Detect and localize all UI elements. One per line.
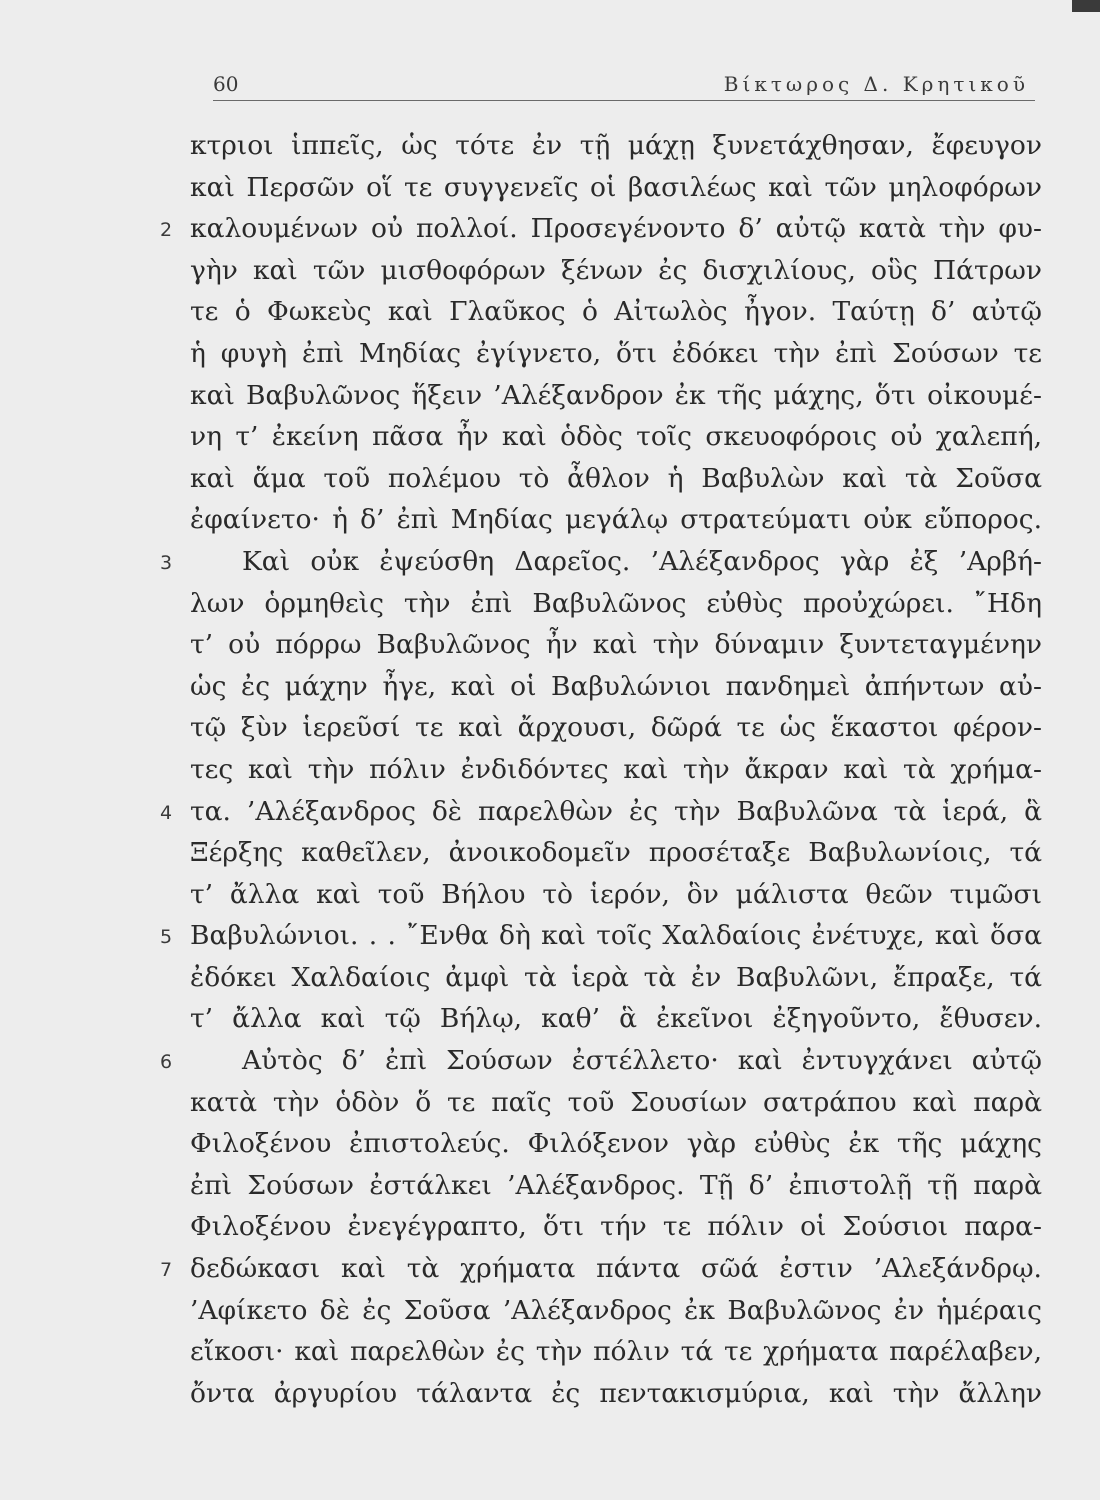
text-line [160,707,1040,749]
text-line [160,624,1040,666]
text-line [160,957,1040,999]
line-text: ἐφαίνετο· ἡ δ’ ἐπὶ Μηδίας μεγάλῳ στρατεύματι οὐκ εὔπορος. [190,504,1042,536]
line-text: Καὶ οὐκ ἐψεύσθη Δαρεῖος. ’Αλέξανδρος γὰρ ἐξ ’Αρβή- [242,545,1042,577]
text-line [160,666,1040,708]
text-line [160,416,1040,458]
line-text: καλουμένων οὐ πολλοί. Προσεγένοντο δ’ αὐτῷ κατὰ τὴν φυ- [190,213,1042,245]
section-number: 2 [160,219,173,242]
line-text: δεδώκασι καὶ τὰ χρήματα πάντα σῶά ἐστιν ’Αλεξάνδρῳ. [190,1253,1042,1285]
text-line [160,1248,1040,1290]
line-text: τε ὁ Φωκεὺς καὶ Γλαῦκος ὁ Αἰτωλὸς ἦγον. Ταύτῃ δ’ αὐτῷ [190,296,1042,328]
page-number: 60 [213,72,239,96]
line-text: τ’ ἄλλα καὶ τοῦ Βήλου τὸ ἱερόν, ὃν μάλιστα θεῶν τιμῶσι [190,878,1042,910]
text-line [160,125,1040,167]
text-line [160,499,1040,541]
line-text: λων ὁρμηθεὶς τὴν ἐπὶ Βαβυλῶνος εὐθὺς προὐχώρει. ῎Ηδη [190,587,1042,619]
line-text: καὶ Περσῶν οἵ τε συγγενεῖς οἱ βασιλέως καὶ τῶν μηλοφόρων [190,171,1042,203]
line-text: κατὰ τὴν ὁδὸν ὅ τε παῖς τοῦ Σουσίων σατράπου καὶ παρὰ [190,1086,1042,1118]
line-text: ὄντα ἀργυρίου τάλαντα ἐς πεντακισμύρια, καὶ τὴν ἄλλην [190,1377,1042,1409]
line-text: εἴκοσι· καὶ παρελθὼν ἐς τὴν πόλιν τά τε χρήματα παρέλαβεν, [190,1336,1042,1368]
line-text: ’Αφίκετο δὲ ἐς Σοῦσα ’Αλέξανδρος ἐκ Βαβυλῶνος ἐν ἡμέραις [190,1294,1042,1326]
text-line [160,167,1040,209]
line-text: ἐπὶ Σούσων ἐστάλκει ’Αλέξανδρος. Τῇ δ’ ἐπιστολῇ τῇ παρὰ [190,1169,1042,1201]
line-text: τα. ’Αλέξανδρος δὲ παρελθὼν ἐς τὴν Βαβυλῶνα τὰ ἱερά, ἃ [190,795,1042,827]
running-head [213,66,1035,101]
text-line [160,1082,1040,1124]
line-text: Φιλοξένου ἐνεγέγραπτο, ὅτι τήν τε πόλιν οἱ Σούσιοι παρα- [190,1211,1042,1243]
line-text: νη τ’ ἐκείνη πᾶσα ἦν καὶ ὁδὸς τοῖς σκευοφόροις οὐ χαλεπή, [190,421,1042,453]
line-text: Αὐτὸς δ’ ἐπὶ Σούσων ἐστέλλετο· καὶ ἐντυγχάνει αὐτῷ [242,1045,1042,1077]
section-number: 4 [160,801,173,824]
text-line [160,832,1040,874]
line-text: Ξέρξης καθεῖλεν, ἀνοικοδομεῖν προσέταξε Βαβυλωνίοις, τά [190,837,1042,869]
line-text: ἡ φυγὴ ἐπὶ Μηδίας ἐγίγνετο, ὅτι ἐδόκει τὴν ἐπὶ Σούσων τε [190,337,1042,369]
line-text: κτριοι ἱππεῖς, ὡς τότε ἐν τῇ μάχῃ ξυνετάχθησαν, ἔφευγον [190,130,1042,161]
section-number: 3 [160,551,173,574]
body-text [160,125,1040,1414]
text-line [160,333,1040,375]
text-line [160,458,1040,500]
line-text: ἐδόκει Χαλδαίοις ἀμφὶ τὰ ἱερὰ τὰ ἐν Βαβυλῶνι, ἔπραξε, τά [190,961,1042,993]
text-line [160,583,1040,625]
text-line [160,541,1040,583]
text-line [160,791,1040,833]
line-text: τ’ οὐ πόρρω Βαβυλῶνος ἦν καὶ τὴν δύναμιν ξυντεταγμένην [190,629,1042,661]
text-line [160,874,1040,916]
line-text: τ’ ἄλλα καὶ τῷ Βήλῳ, καθ’ ἃ ἐκεῖνοι ἐξηγοῦντο, ἔθυσεν. [190,1003,1042,1035]
text-line [160,375,1040,417]
line-text: τῷ ξὺν ἱερεῦσί τε καὶ ἄρχουσι, δῶρά τε ὡς ἕκαστοι φέρον- [190,712,1042,744]
line-text: ὡς ἐς μάχην ἦγε, καὶ οἱ Βαβυλώνιοι πανδημεὶ ἀπήντων αὐ- [190,670,1042,702]
text-line [160,998,1040,1040]
section-number: 5 [160,926,173,949]
header-title: Βίκτωρος Δ. Κρητικοῦ [723,72,1029,96]
text-line [160,1040,1040,1082]
line-text: τες καὶ τὴν πόλιν ἐνδιδόντες καὶ τὴν ἄκραν καὶ τὰ χρήμα- [190,753,1042,785]
line-text: Βαβυλώνιοι. . . ῎Ενθα δὴ καὶ τοῖς Χαλδαίοις ἐνέτυχε, καὶ ὅσα [190,920,1042,952]
text-line [160,208,1040,250]
section-number: 6 [160,1051,173,1074]
text-line [160,1206,1040,1248]
line-text: γὴν καὶ τῶν μισθοφόρων ξένων ἐς δισχιλίους, οὓς Πάτρων [190,254,1042,286]
text-line [160,1290,1040,1332]
text-line [160,915,1040,957]
text-line [160,1165,1040,1207]
text-line [160,749,1040,791]
line-text: καὶ ἅμα τοῦ πολέμου τὸ ἆθλον ἡ Βαβυλὼν καὶ τὰ Σοῦσα [190,462,1042,494]
text-line [160,250,1040,292]
text-line [160,291,1040,333]
line-text: καὶ Βαβυλῶνος ἥξειν ’Αλέξανδρον ἐκ τῆς μάχης, ὅτι οἰκουμέ- [190,379,1042,411]
section-number: 7 [160,1259,173,1282]
line-text: Φιλοξένου ἐπιστολεύς. Φιλόξενον γὰρ εὐθὺς ἐκ τῆς μάχης [190,1128,1042,1160]
text-line [160,1373,1040,1415]
text-line [160,1123,1040,1165]
text-line [160,1331,1040,1373]
scan-corner-mark [1072,0,1100,12]
